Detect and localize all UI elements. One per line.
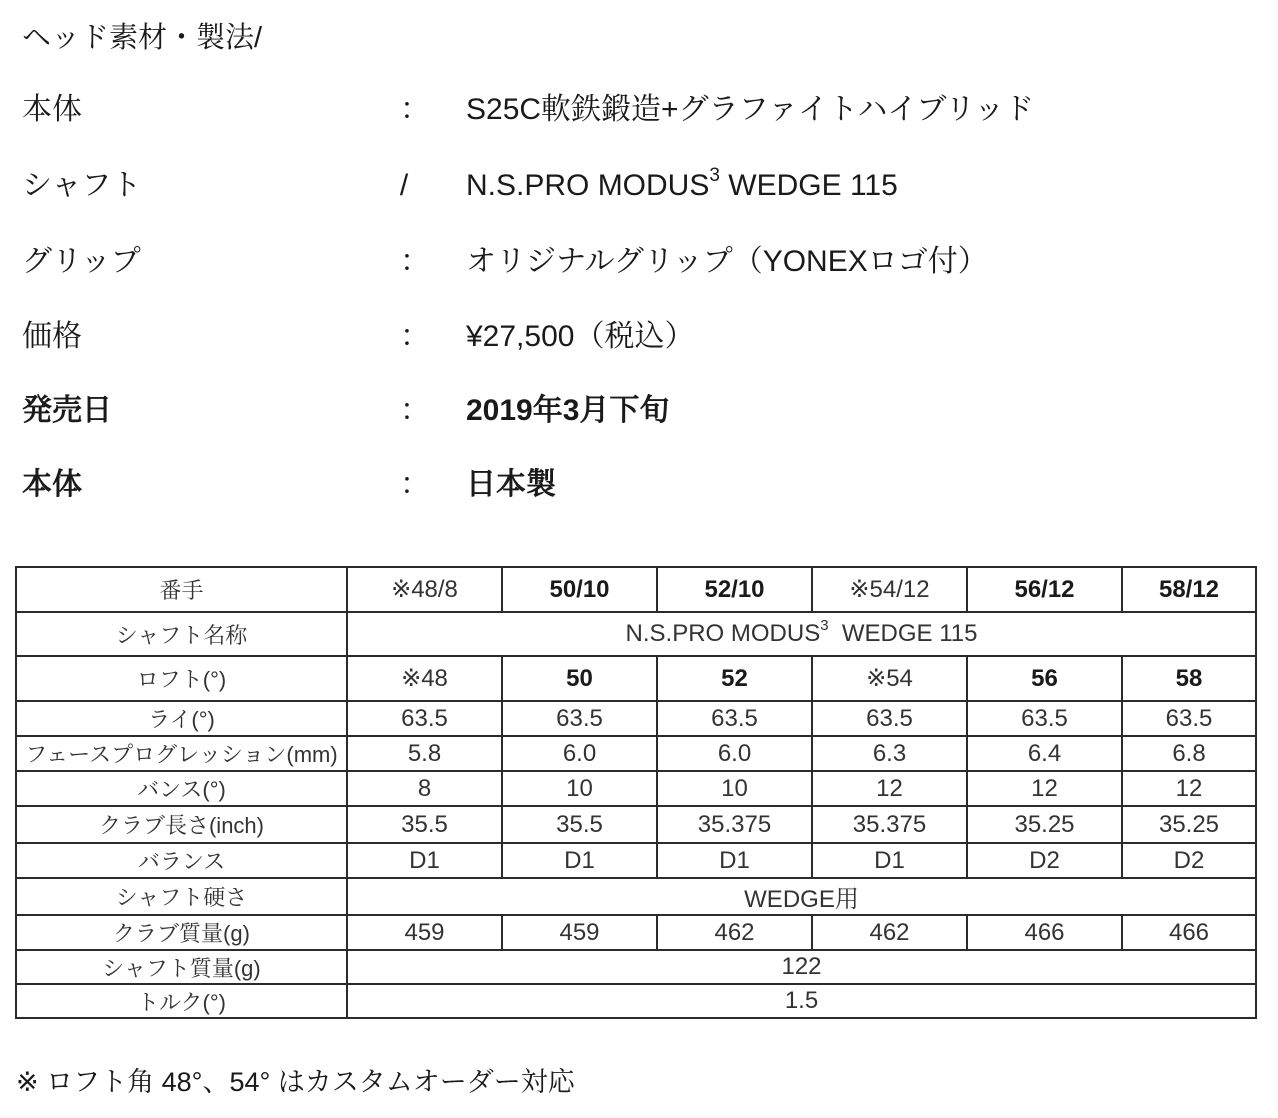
- table-cell: 10: [502, 771, 657, 806]
- table-row-shaft-weight: [16, 950, 1256, 984]
- table-cell: 6.0: [502, 736, 657, 771]
- table-cell-torque: 1.5: [347, 984, 1256, 1018]
- spec-label: 発売日: [22, 394, 112, 427]
- table-cell: 6.0: [657, 736, 812, 771]
- table-row-torque: [16, 984, 1256, 1018]
- spec-row-release-date: [22, 389, 1262, 433]
- row-label-shaft-weight: シャフト質量(g): [16, 950, 347, 984]
- table-cell: 6.8: [1122, 736, 1256, 771]
- spec-separator: ：: [400, 93, 430, 126]
- table-cell: 52/10: [657, 567, 812, 612]
- spec-separator: /: [399, 169, 409, 202]
- spec-label: 本体: [22, 93, 82, 126]
- table-cell: 63.5: [812, 701, 967, 736]
- table-cell: 63.5: [502, 701, 657, 736]
- table-cell: 462: [812, 915, 967, 950]
- shaft-name-tail: WEDGE 115: [719, 169, 898, 202]
- spec-row-shaft: [22, 164, 1262, 208]
- spec-row-grip: [22, 240, 1262, 284]
- custom-order-footnote: ※ ロフト角 48°、54° はカスタムオーダー対応: [16, 1067, 575, 1097]
- spec-label: 本体: [22, 468, 82, 501]
- table-row-club-length: [16, 806, 1256, 843]
- spec-value: 日本製: [466, 468, 556, 501]
- table-cell: 466: [967, 915, 1122, 950]
- table-cell: 35.25: [1122, 806, 1256, 843]
- spec-label: シャフト: [22, 169, 142, 202]
- spec-value: 2019年3月下旬: [466, 394, 670, 427]
- shaft-name-superscript: 3: [709, 165, 720, 186]
- spec-value: ¥27,500（税込）: [466, 320, 695, 353]
- table-row-balance: [16, 843, 1256, 878]
- shaft-name-tail: WEDGE 115: [828, 620, 978, 647]
- row-label-club-length: クラブ長さ(inch): [16, 806, 347, 843]
- table-cell: 52: [657, 656, 812, 701]
- row-label-loft: ロフト(°): [16, 656, 347, 701]
- row-label-club-weight: クラブ質量(g): [16, 915, 347, 950]
- table-cell: 6.3: [812, 736, 967, 771]
- table-cell: 459: [347, 915, 502, 950]
- table-row-face-progression: [16, 736, 1256, 771]
- table-cell: 12: [967, 771, 1122, 806]
- spec-separator: ：: [400, 320, 430, 353]
- table-cell: 459: [502, 915, 657, 950]
- spec-separator: ：: [400, 245, 430, 278]
- spec-separator: ：: [400, 394, 430, 427]
- spec-table: [15, 566, 1257, 1019]
- table-row-shaft-flex: [16, 878, 1256, 915]
- table-cell: 35.375: [657, 806, 812, 843]
- table-cell-shaft-weight: 122: [347, 950, 1256, 984]
- table-cell: D2: [967, 843, 1122, 878]
- shaft-name-text: N.S.PRO MODUS: [625, 620, 821, 647]
- table-cell: ※54/12: [812, 567, 967, 612]
- row-label-torque: トルク(°): [16, 984, 347, 1018]
- table-cell: 466: [1122, 915, 1256, 950]
- spec-value: オリジナルグリップ（YONEXロゴ付）: [466, 245, 988, 278]
- spec-row-price: [22, 315, 1262, 359]
- shaft-name-text: N.S.PRO MODUS: [466, 169, 710, 202]
- table-cell: D1: [502, 843, 657, 878]
- table-cell: ※54: [812, 656, 967, 701]
- table-cell: ※48: [347, 656, 502, 701]
- table-cell: 58/12: [1122, 567, 1256, 612]
- spec-label: グリップ: [22, 245, 141, 278]
- row-label-bounce: バンス(°): [16, 771, 347, 806]
- spec-row-origin: [22, 463, 1262, 507]
- table-cell-shaft-name: [347, 612, 1256, 656]
- table-cell: 8: [347, 771, 502, 806]
- table-row-lie: [16, 701, 1256, 736]
- table-cell-shaft-flex: WEDGE用: [347, 878, 1256, 915]
- spec-value: [466, 164, 898, 208]
- table-cell: ※48/8: [347, 567, 502, 612]
- shaft-name-superscript: 3: [820, 617, 829, 634]
- table-cell: 5.8: [347, 736, 502, 771]
- table-cell: D1: [347, 843, 502, 878]
- table-cell: 10: [657, 771, 812, 806]
- table-cell: 63.5: [657, 701, 812, 736]
- table-cell: 56/12: [967, 567, 1122, 612]
- table-cell: 6.4: [967, 736, 1122, 771]
- table-cell: 58: [1122, 656, 1256, 701]
- spec-row-body-material: [22, 88, 1262, 132]
- row-label-shaft-name: シャフト名称: [16, 612, 347, 656]
- table-cell: 12: [812, 771, 967, 806]
- table-cell: D1: [657, 843, 812, 878]
- row-label-shaft-flex: シャフト硬さ: [16, 878, 347, 915]
- table-cell: 462: [657, 915, 812, 950]
- row-label-balance: バランス: [16, 843, 347, 878]
- table-row-shaft-name: [16, 612, 1256, 656]
- table-cell: 35.25: [967, 806, 1122, 843]
- table-cell: 63.5: [967, 701, 1122, 736]
- table-cell: 63.5: [1122, 701, 1256, 736]
- table-cell: 63.5: [347, 701, 502, 736]
- table-cell: 50/10: [502, 567, 657, 612]
- table-cell: D2: [1122, 843, 1256, 878]
- spec-heading: ヘッド素材・製法/: [22, 22, 263, 54]
- spec-value: S25C軟鉄鍛造+グラファイトハイブリッド: [466, 93, 1035, 126]
- table-cell: 12: [1122, 771, 1256, 806]
- table-row-club-weight: [16, 915, 1256, 950]
- table-cell: 35.375: [812, 806, 967, 843]
- row-label-lie: ライ(°): [16, 701, 347, 736]
- row-label-face-progression: フェースプログレッション(mm): [16, 736, 347, 771]
- table-cell: 50: [502, 656, 657, 701]
- table-row-header: [16, 567, 1256, 612]
- table-row-bounce: [16, 771, 1256, 806]
- spec-label: 価格: [22, 320, 82, 353]
- table-cell: D1: [812, 843, 967, 878]
- table-row-loft: [16, 656, 1256, 701]
- row-label-number: 番手: [16, 567, 347, 612]
- table-cell: 56: [967, 656, 1122, 701]
- table-cell: 35.5: [347, 806, 502, 843]
- spec-separator: ：: [400, 468, 430, 501]
- table-cell: 35.5: [502, 806, 657, 843]
